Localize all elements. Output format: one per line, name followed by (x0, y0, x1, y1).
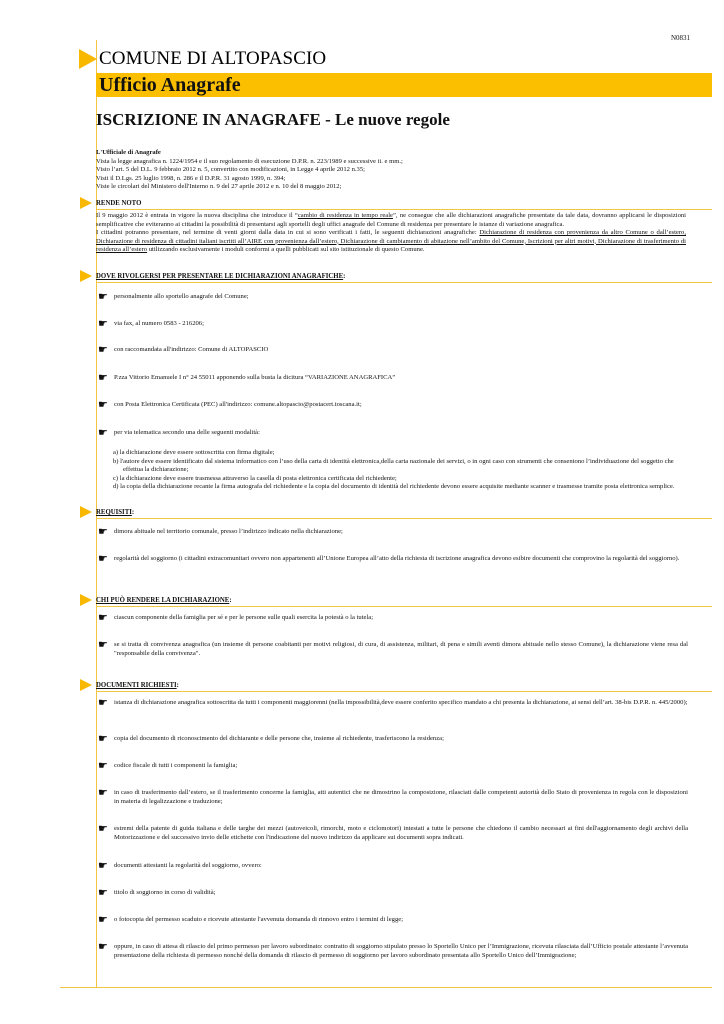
list-item: ☛ istanza di dichiarazione anagrafica sottoscritta da tutti i componenti maggiorenni (nella impossibilità,deve essere conferito specifico mandato a chi presenta la dichiarazione, ai sensi dell’art. 38-bis D.P.R. n. 445/2000); (98, 697, 688, 709)
pointing-hand-icon: ☛ (98, 860, 108, 872)
list-item: c) la dichiarazione deve essere trasmessa attraverso la casella di posta elettronica certificata del richiedente; (113, 474, 397, 482)
bottom-rule (60, 987, 712, 988)
intro-line: Vista la legge anagrafica n. 1224/1954 e il suo regolamento di esecuzione D.P.R. n. 223/1989 e successive ii. e mm.; (96, 157, 403, 165)
pointing-hand-icon: ☛ (98, 553, 108, 565)
section-title-rende-noto: RENDE NOTO (96, 200, 142, 207)
pointing-hand-icon: ☛ (98, 733, 108, 745)
pointing-hand-icon: ☛ (98, 941, 108, 953)
pointing-hand-icon: ☛ (98, 823, 108, 835)
comune-name: COMUNE DI ALTOPASCIO (99, 48, 327, 69)
list-item: ☛ P.zza Vittorio Emanuele I n° 24 55011 apponendo sulla busta la dicitura “VARIAZIONE ANAGRAFICA” (98, 372, 396, 384)
list-item: ☛ codice fiscale di tutti i componenti la famiglia; (98, 760, 238, 772)
pointing-hand-icon: ☛ (98, 427, 108, 439)
arrow-right-icon (80, 506, 92, 518)
intro-official: L'Ufficiale di Anagrafe (96, 149, 161, 156)
dichiarazioni-list: Dichiarazione di residenza con provenienza da altro Comune o dall’estero, Dichiarazione di residenza di cittadini italiani iscritti all’AIRE con provenienza dall’estero, Dichiarazione di cambiamento di abitazione nell’ambito del Comune, Iscrizioni per altri motivi, Dichiarazione di trasferimento di residenza all’estero (96, 229, 686, 253)
document-code: N0831 (670, 34, 690, 42)
intro-line: Visto l’art. 5 del D.L. 9 febbraio 2012 n. 5, convertito con modificazioni, in Legge 4 aprile 2012 n.35; (96, 166, 365, 173)
section-title-requisiti: REQUISITI: (96, 509, 135, 516)
list-item: ☛ copia del documento di riconoscimento del dichiarante e delle persone che, insieme al richiedente, trasferiscono la residenza; (98, 733, 444, 745)
section-title-documenti: DOCUMENTI RICHIESTI: (96, 682, 179, 689)
pointing-hand-icon: ☛ (98, 697, 108, 709)
list-item: ☛ ciascun componente della famiglia per sé e per le persone sulle quali esercita la potestà o la tutela; (98, 612, 374, 624)
list-item: d) la copia della dichiarazione recante la firma autografa del richiedente e la copia del documento di identità del richiedente devono essere acquisite mediante scanner e trasmesse tramite posta elettronica semplice. (113, 483, 675, 490)
list-item: ☛ via fax, al numero 0583 - 216206; (98, 318, 204, 330)
office-name: Ufficio Anagrafe (99, 74, 241, 96)
rende-noto-paragraph-1: Il 9 maggio 2012 è entrata in vigore la nuova disciplina che introduce il “cambio di residenza in tempo reale”, ne consegue che alle dichiarazioni anagrafiche presentate da tale data, dovranno applicarsi le disposizioni semplificative che eviteranno ai cittadini la possibilità di presentarsi agli sportelli degli uffici anagrafe del Comune di residenza per presentare le istanze di variazione anagrafica. (96, 212, 687, 228)
list-item: ☛ per via telematica secondo una delle seguenti modalità: (98, 427, 260, 439)
list-item: ☛ dimora abituale nel territorio comunale, presso l’indirizzo indicato nella dichiarazione; (98, 526, 343, 538)
pointing-hand-icon: ☛ (98, 526, 108, 538)
intro-line: Visti il D.Lgs. 25 luglio 1998, n. 286 e il D.P.R. 31 agosto 1999, n. 394; (96, 174, 286, 182)
rende-noto-paragraph-2: I cittadini potranno presentare, nel termine di venti giorni dalla data in cui si sono verificati i fatti, le seguenti dichiarazioni anagrafiche: Dichiarazione di residenza con provenienza da altro Comune o dall’estero, Dichiarazione di residenza di cittadini italiani iscritti all’AIRE con provenienza dall’estero, Dichiarazione di cambiamento di abitazione nell’ambito del Comune, Iscrizioni per altri motivi, Dichiarazione di trasferimento di residenza all’estero utilizzando esclusivamente i moduli conformi a quelli pubblicati sul sito istituzionale di questo Comune. (96, 229, 686, 253)
pointing-hand-icon: ☛ (98, 291, 108, 303)
section-rule (96, 606, 712, 607)
arrow-right-icon (80, 197, 92, 209)
intro-line: Viste le circolari del Ministero dell'Interno n. 9 del 27 aprile 2012 e n. 10 del 8 maggio 2012; (96, 183, 342, 190)
list-item: ☛ regolarità del soggiorno (i cittadini extracomunitari ovvero non appartenenti all’Unione Europea all’atto della richiesta di iscrizione anagrafica devono esibire documenti che comprovino la regolarità del soggiorno). (98, 553, 680, 565)
section-title-dove: DOVE RIVOLGERSI PER PRESENTARE LE DICHIARAZIONI ANAGRAFICHE: (96, 273, 346, 280)
list-item: ☛ se si tratta di convivenza anagrafica (un insieme di persone coabitanti per motivi religiosi, di cura, di assistenza, militari, di pena e simili aventi dimora abituale nello stesso Comune), la dichiarazione viene resa dal "responsabile della convivenza". (98, 639, 688, 657)
intro-block (96, 149, 686, 192)
pointing-hand-icon: ☛ (98, 787, 108, 799)
section-rule (96, 282, 712, 283)
list-item: ☛ titolo di soggiorno in corso di validità; (98, 887, 216, 899)
list-item: ☛ personalmente allo sportello anagrafe del Comune; (98, 291, 249, 303)
list-item: ☛ estremi della patente di guida italiana e delle targhe dei mezzi (autoveicoli, rimorchi, moto e ciclomotori) intestati a tutte le persone che chiedono il cambio necessari ai fini dell'aggiornamento degli archivi della Motorizzazione e del successivo invio delle etichette con l'indicazione del nuovo indirizzo da applicare sui documenti sopra indicati. (98, 823, 688, 841)
pointing-hand-icon: ☛ (98, 399, 108, 411)
list-item: ☛ documenti attestanti la regolarità del soggiorno, ovvero: (98, 860, 262, 872)
pointing-hand-icon: ☛ (98, 760, 108, 772)
arrow-right-icon (80, 270, 92, 282)
section-rule (96, 518, 712, 519)
list-item: ☛ in caso di trasferimento dall’estero, se il trasferimento concerne la famiglia, atti autentici che ne dimostrino la composizione, rilasciati dalle competenti autorità dello Stato di provenienza in regola con le disposizioni in materia di legalizzazione e traduzione; (98, 787, 688, 805)
pointing-hand-icon: ☛ (98, 887, 108, 899)
rende-noto-text (96, 212, 686, 255)
list-item: ☛ con raccomandata all'indirizzo: Comune di ALTOPASCIO (98, 344, 269, 356)
pointing-hand-icon: ☛ (98, 612, 108, 624)
arrow-right-icon (80, 679, 92, 691)
list-item: ☛ oppure, in caso di attesa di rilascio del primo permesso per lavoro subordinato: contratto di soggiorno stipulato presso lo Sportello Unico per l’Immigrazione, ricevuta rilasciata dall’Ufficio postale attestante l’avvenuta presentazione della richiesta di permesso nonché della domanda di rilascio di permesso di soggiorno per lavoro subordinato presentata allo Sportello Unico dell’Immigrazione; (98, 941, 688, 959)
pointing-hand-icon: ☛ (98, 344, 108, 356)
arrow-right-icon (79, 49, 97, 69)
tempo-reale-link[interactable]: cambio di residenza in tempo reale (297, 212, 393, 219)
pointing-hand-icon: ☛ (98, 639, 108, 651)
section-rule (96, 691, 712, 692)
section-title-chi: CHI PUÒ RENDERE LA DICHIARAZIONE: (96, 597, 232, 604)
pointing-hand-icon: ☛ (98, 372, 108, 384)
pointing-hand-icon: ☛ (98, 318, 108, 330)
arrow-right-icon (80, 594, 92, 606)
pointing-hand-icon: ☛ (98, 914, 108, 926)
section-rule (96, 209, 712, 210)
telematica-modes (113, 449, 689, 492)
list-item: ☛ con Posta Elettronica Certificata (PEC) all'indirizzo: comune.altopascio@postacert.toscana.it; (98, 399, 362, 411)
list-item: ☛ o fotocopia del permesso scaduto e ricevute attestante l'avvenuta domanda di rinnovo entro i termini di legge; (98, 914, 404, 926)
list-item: b) l'autore deve essere identificato dal sistema informatico con l’uso della carta di identità elettronica,della carta nazionale dei servizi, o in ogni caso con strumenti che consentono l’individuazione del soggetto che effettua la dichiarazione; (113, 457, 674, 473)
page-title: ISCRIZIONE IN ANAGRAFE - Le nuove regole (96, 110, 450, 129)
list-item: a) la dichiarazione deve essere sottoscritta con firma digitale; (113, 449, 275, 456)
